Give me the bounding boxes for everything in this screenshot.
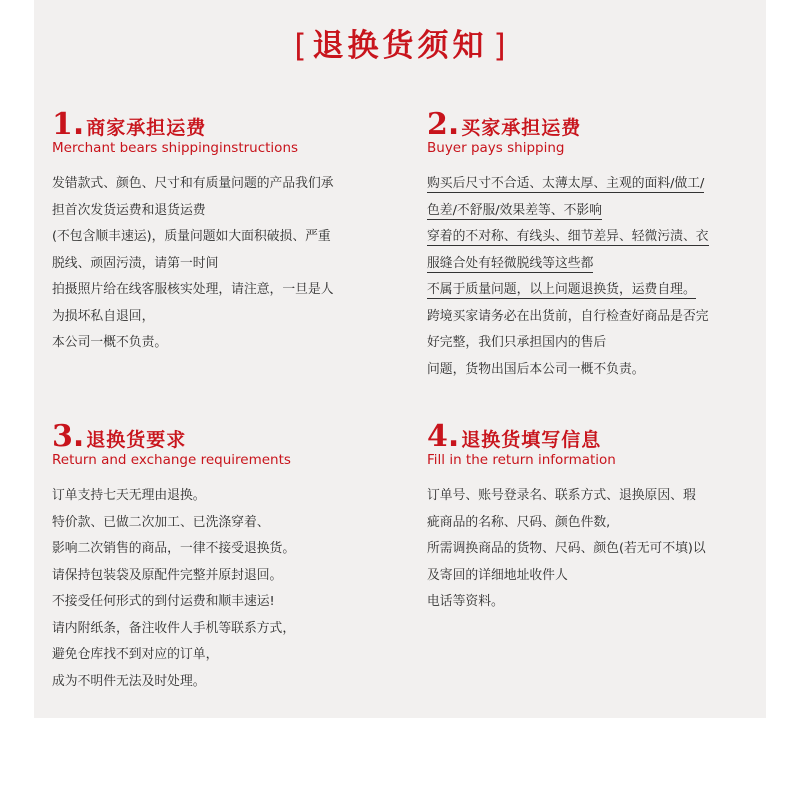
body-line: 电话等资料。 bbox=[427, 594, 504, 609]
body-line: 避免仓库找不到对应的订单， bbox=[52, 647, 219, 662]
body-line: 担首次发货运费和退货运费 bbox=[52, 202, 206, 218]
body-line: 为损坏私自退回， bbox=[52, 308, 155, 324]
section-number-dot: . bbox=[447, 419, 460, 454]
body-line: 所需调换商品的货物、尺码、颜色(若无可不填)以 bbox=[427, 541, 706, 556]
section-number: 1 bbox=[52, 107, 73, 142]
underlined-text: 穿着的不对称、有线头、细节差异、轻微污渍、衣 bbox=[427, 229, 709, 244]
title-bracket-right: ] bbox=[493, 28, 506, 64]
body-line: 影响二次销售的商品，一律不接受退换货。 bbox=[52, 541, 296, 556]
section-number-dot: . bbox=[72, 419, 85, 454]
body-line: 跨境买家请务必在出货前，自行检查好商品是否完 bbox=[427, 308, 709, 324]
section-body bbox=[427, 171, 757, 383]
body-line bbox=[427, 198, 757, 225]
title-bracket-left: [ bbox=[294, 28, 307, 64]
section-body bbox=[52, 171, 382, 357]
body-line: 请保持包装袋及原配件完整并原封退回。 bbox=[52, 567, 283, 583]
body-line: 好完整，我们只承担国内的售后 bbox=[427, 335, 607, 350]
section-number: 3 bbox=[52, 419, 73, 454]
body-line bbox=[427, 277, 757, 304]
section-number-dot: . bbox=[72, 107, 85, 142]
underlined-text: 服缝合处有轻微脱线等这些都 bbox=[427, 255, 594, 271]
section-subtitle: Merchant bears shippinginstructions bbox=[52, 140, 299, 156]
section-number: 2 bbox=[427, 107, 448, 142]
body-line: 成为不明件无法及时处理。 bbox=[52, 673, 206, 689]
section-number-dot: . bbox=[447, 107, 460, 142]
body-line: 发错款式、颜色、尺寸和有质量问题的产品我们承 bbox=[52, 176, 334, 191]
section-body bbox=[52, 483, 382, 695]
page-title bbox=[0, 18, 800, 74]
section-return-info bbox=[427, 420, 757, 616]
body-line: 拍摄照片给在线客服核实处理，请注意，一旦是人 bbox=[52, 282, 334, 297]
section-title: 买家承担运费 bbox=[461, 117, 582, 139]
body-line bbox=[427, 251, 757, 278]
section-buyer-shipping bbox=[427, 108, 757, 383]
section-body bbox=[427, 483, 757, 616]
body-line: 特价款、已做二次加工、已洗涤穿着、 bbox=[52, 514, 270, 530]
body-line bbox=[427, 224, 757, 251]
section-heading bbox=[427, 108, 757, 142]
section-heading bbox=[52, 108, 382, 142]
section-merchant-shipping bbox=[52, 108, 382, 357]
section-heading bbox=[427, 420, 757, 454]
body-line: 本公司一概不负责。 bbox=[52, 335, 168, 350]
section-heading bbox=[52, 420, 382, 454]
title-text: 退换货须知 bbox=[312, 28, 488, 64]
section-title: 退换货填写信息 bbox=[461, 429, 602, 451]
body-line: 疵商品的名称、尺码、颜色件数, bbox=[427, 514, 611, 530]
underlined-text: 色差/不舒服/效果差等、不影响 bbox=[427, 202, 602, 218]
body-line bbox=[427, 171, 757, 198]
body-line: 问题，货物出国后本公司一概不负责。 bbox=[427, 361, 645, 377]
section-subtitle: Buyer pays shipping bbox=[427, 140, 565, 156]
body-line: 请内附纸条，备注收件人手机等联系方式， bbox=[52, 620, 296, 636]
body-line: 及寄回的详细地址收件人 bbox=[427, 567, 568, 583]
section-subtitle: Return and exchange requirements bbox=[52, 452, 291, 468]
body-line: 不接受任何形式的到付运费和顺丰速运! bbox=[52, 594, 275, 609]
underlined-text: 不属于质量问题，以上问题退换货，运费自理。 bbox=[427, 282, 696, 297]
body-line: (不包含顺丰速运)，质量问题如大面积破损、严重 bbox=[52, 229, 331, 244]
section-title: 商家承担运费 bbox=[86, 117, 207, 139]
section-title: 退换货要求 bbox=[86, 429, 187, 451]
body-line: 脱线、顽固污渍，请第一时间 bbox=[52, 255, 219, 271]
underlined-text: 购买后尺寸不合适、太薄太厚、主观的面料/做工/ bbox=[427, 176, 705, 191]
body-line: 订单支持七天无理由退换。 bbox=[52, 488, 206, 503]
section-subtitle: Fill in the return information bbox=[427, 452, 616, 468]
body-line: 订单号、账号登录名、联系方式、退换原因、瑕 bbox=[427, 488, 696, 503]
section-number: 4 bbox=[427, 419, 448, 454]
section-return-requirements bbox=[52, 420, 382, 695]
